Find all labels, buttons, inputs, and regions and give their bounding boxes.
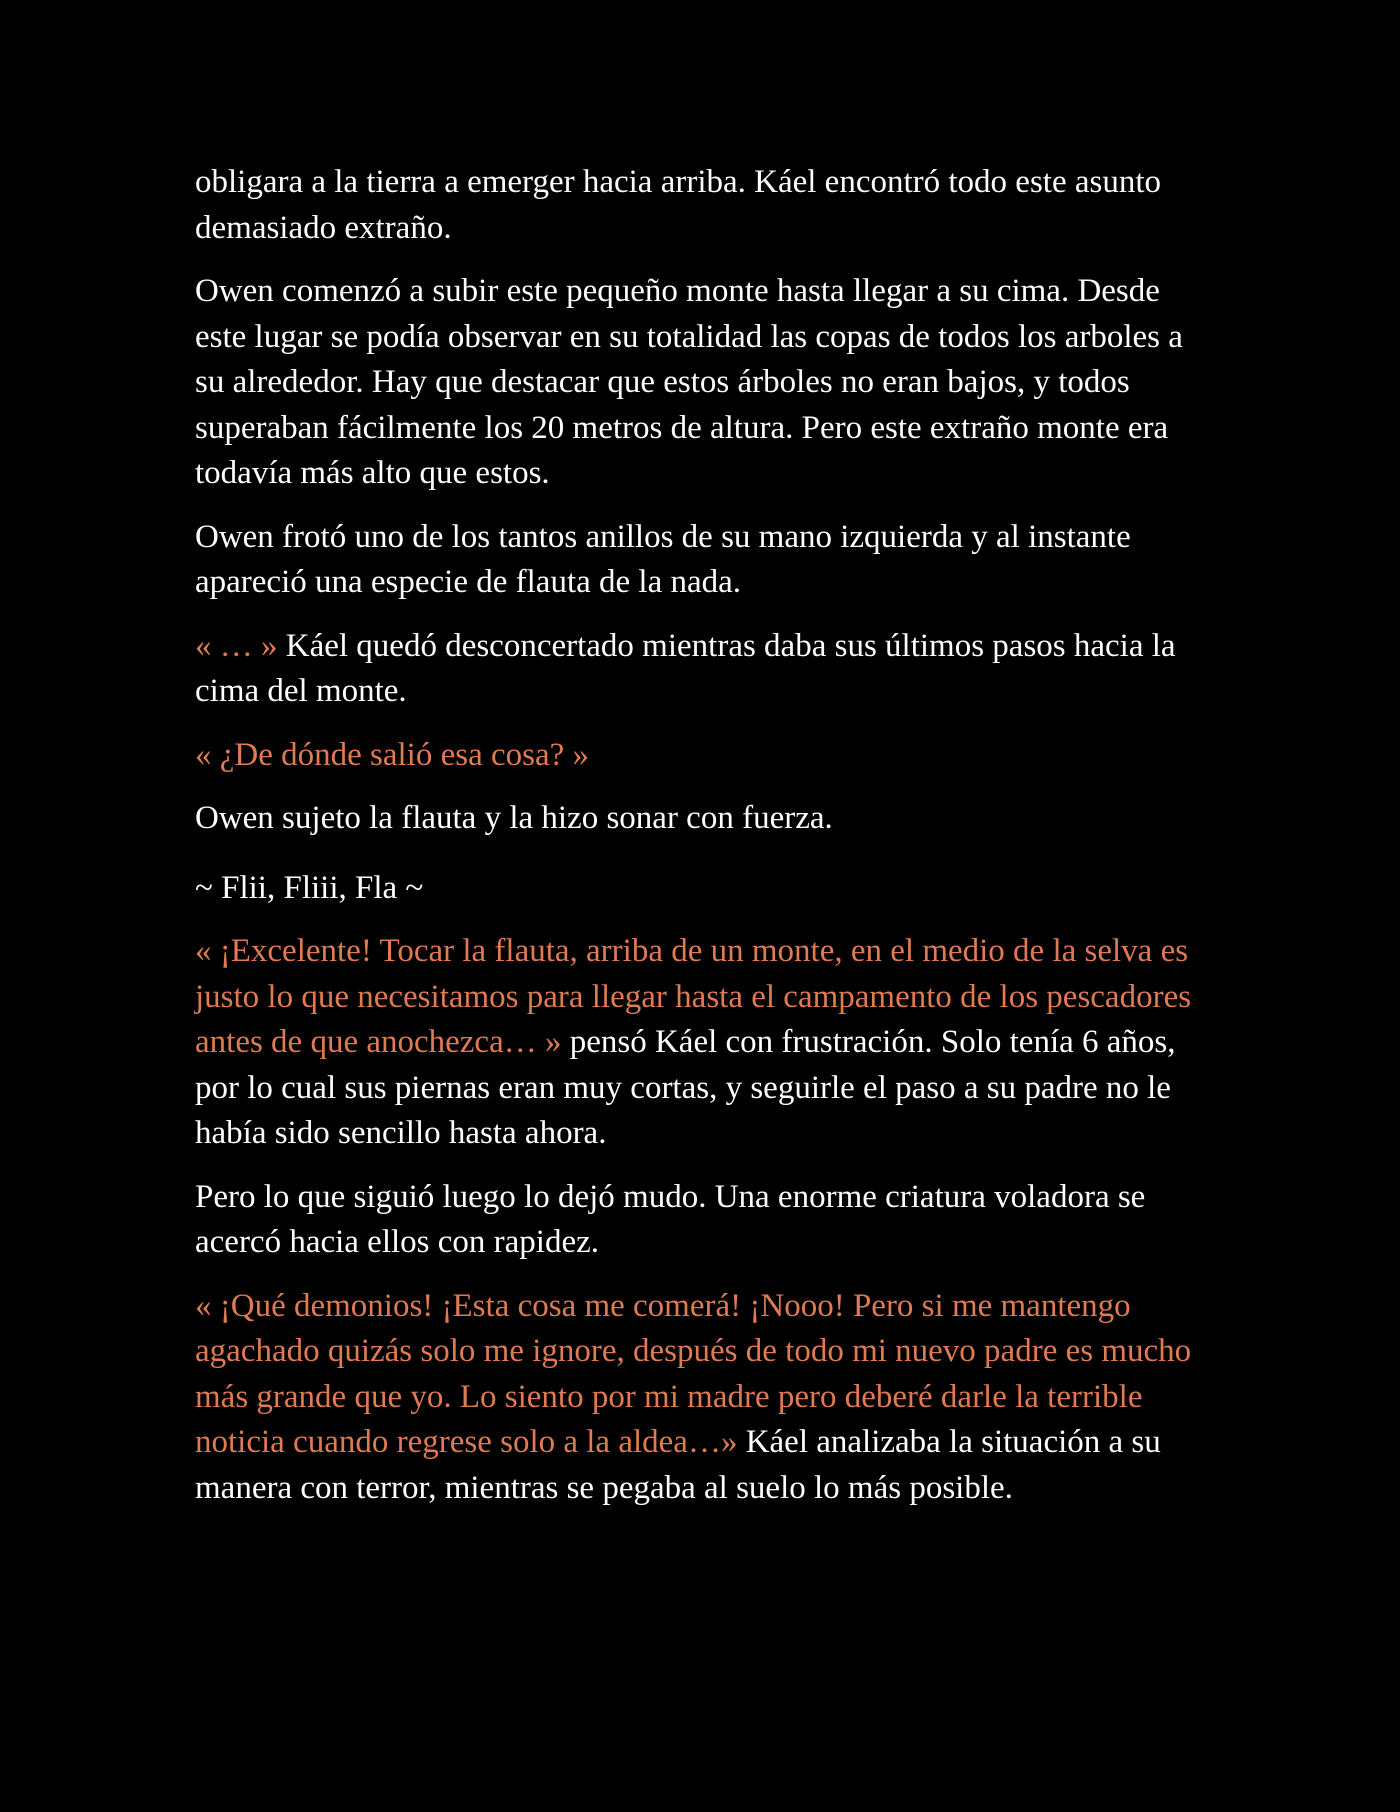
paragraph	[195, 929, 1215, 1157]
paragraph	[195, 1175, 1215, 1266]
thought-text: « ¿De dónde salió esa cosa? »	[195, 736, 590, 773]
narration-text: pensó Káel con frustración. Solo tenía 6 años, por lo cual sus piernas eran muy cortas, y seguirle el paso a su padre no le había sido sencillo hasta ahora.	[195, 1024, 1176, 1151]
sound-effect-line	[195, 866, 1215, 912]
thought-text: « ¡Qué demonios! ¡Esta cosa me comerá! ¡Nooo! Pero si me mantengo agachado quizás solo me ignore, después de todo mi nuevo padre es mucho más grande que yo. Lo siento por mi madre pero deberé darle la terrible noticia cuando regrese solo a la aldea…»	[195, 1287, 1192, 1460]
narration-text: Káel quedó desconcertado mientras daba sus últimos pasos hacia la cima del monte.	[195, 627, 1176, 709]
narration-text: obligara a la tierra a emerger hacia arriba. Káel encontró todo este asunto demasiado extraño.	[195, 164, 1162, 246]
narration-text: Káel analizaba la situación a su manera con terror, mientras se pegaba al suelo lo más posible.	[195, 1424, 1161, 1506]
paragraph	[195, 269, 1215, 497]
paragraph	[195, 515, 1215, 606]
paragraph	[195, 733, 1215, 779]
paragraph	[195, 624, 1215, 715]
sound-effect-text: ~ Flii, Fliii, Fla ~	[195, 869, 424, 906]
thought-text: « ¡Excelente! Tocar la flauta, arriba de un monte, en el medio de la selva es justo lo que necesitamos para llegar hasta el campamento de los pescadores antes de que anochezca… »	[195, 933, 1192, 1060]
narration-text: Pero lo que siguió luego lo dejó mudo. Una enorme criatura voladora se acercó hacia ellos con rapidez.	[195, 1178, 1146, 1260]
story-text	[195, 160, 1215, 1529]
thought-text: « … »	[195, 627, 278, 664]
narration-text: Owen sujeto la flauta y la hizo sonar con fuerza.	[195, 800, 833, 836]
narration-text: Owen comenzó a subir este pequeño monte hasta llegar a su cima. Desde este lugar se podía observar en su totalidad las copas de todos los arboles a su alrededor. Hay que destacar que estos árboles no eran bajos, y todos superaban fácilmente los 20 metros de altura. Pero este extraño monte era todavía más alto que estos.	[195, 273, 1183, 491]
narration-text: Owen frotó uno de los tantos anillos de su mano izquierda y al instante apareció una especie de flauta de la nada.	[195, 518, 1131, 600]
paragraph	[195, 160, 1215, 251]
paragraph	[195, 796, 1215, 842]
paragraph	[195, 1284, 1215, 1512]
